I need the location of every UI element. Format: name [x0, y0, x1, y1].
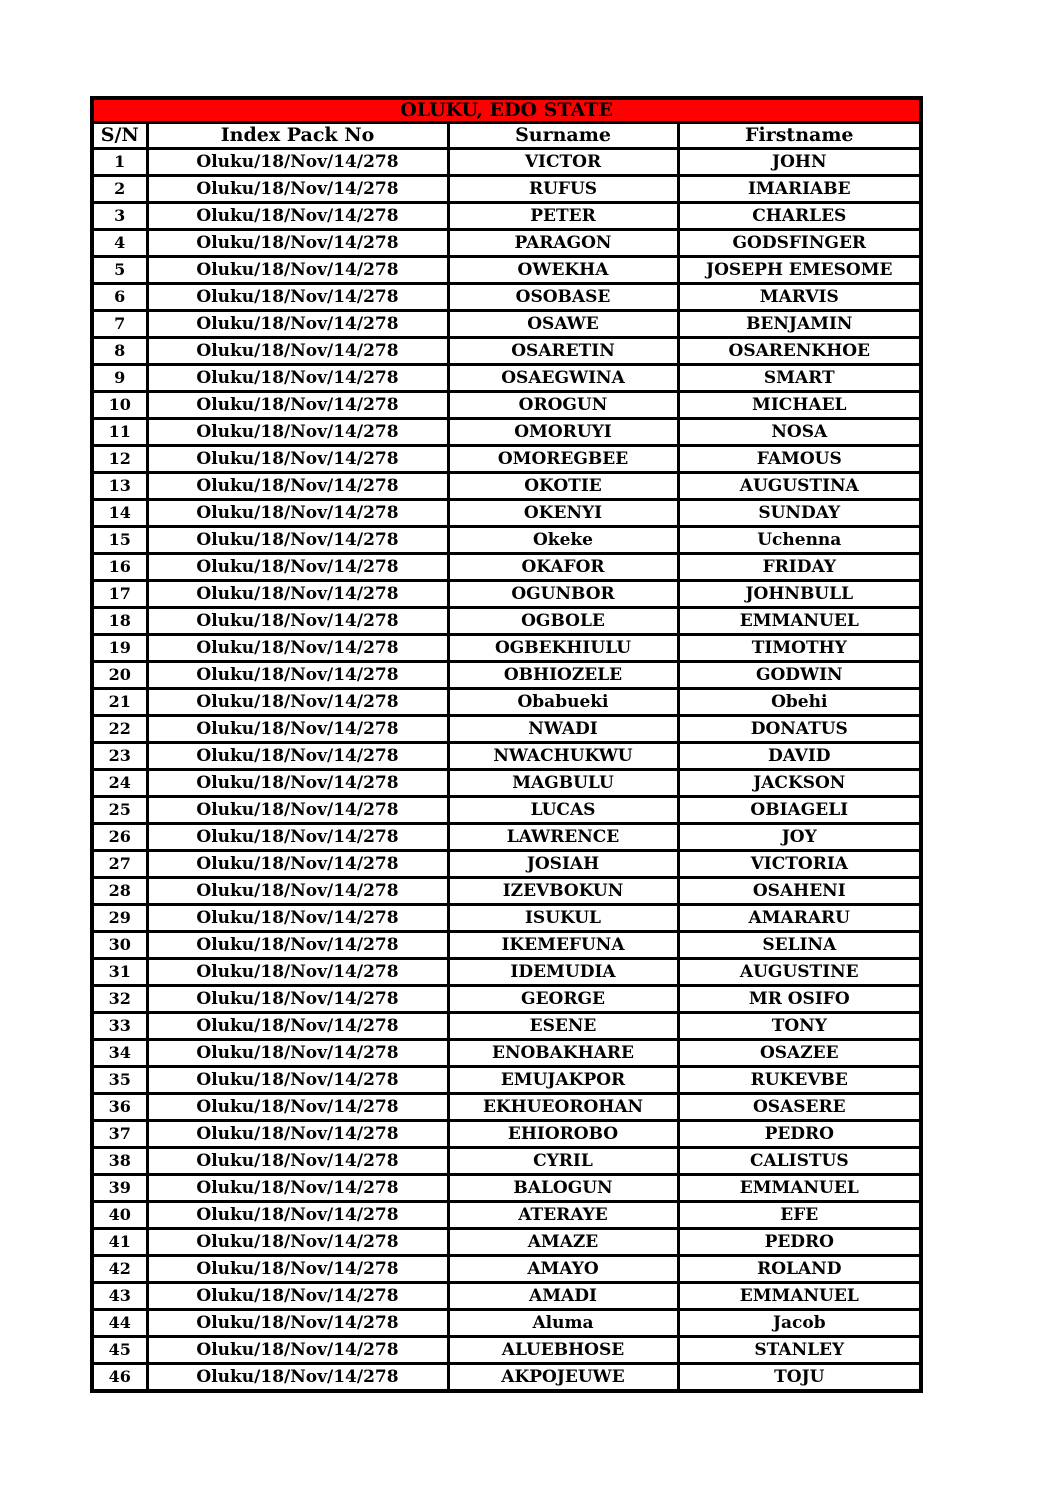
serial-cell: 13: [92, 473, 147, 500]
firstname-cell: Jacob: [678, 1310, 921, 1337]
index-pack-cell: Oluku/18/Nov/14/278: [147, 1283, 448, 1310]
table-row: [92, 1148, 921, 1175]
index-pack-cell: Oluku/18/Nov/14/278: [147, 1121, 448, 1148]
firstname-cell: OSASERE: [678, 1094, 921, 1121]
table-row: [92, 743, 921, 770]
serial-cell: 36: [92, 1094, 147, 1121]
index-pack-cell: Oluku/18/Nov/14/278: [147, 1202, 448, 1229]
surname-cell: JOSIAH: [448, 851, 678, 878]
firstname-cell: JOHN: [678, 149, 921, 176]
table-row: [92, 257, 921, 284]
firstname-cell: CHARLES: [678, 203, 921, 230]
serial-cell: 44: [92, 1310, 147, 1337]
index-pack-cell: Oluku/18/Nov/14/278: [147, 527, 448, 554]
serial-cell: 30: [92, 932, 147, 959]
surname-cell: PARAGON: [448, 230, 678, 257]
table-row: [92, 1229, 921, 1256]
index-pack-cell: Oluku/18/Nov/14/278: [147, 203, 448, 230]
serial-cell: 23: [92, 743, 147, 770]
index-pack-cell: Oluku/18/Nov/14/278: [147, 365, 448, 392]
serial-cell: 43: [92, 1283, 147, 1310]
firstname-cell: DONATUS: [678, 716, 921, 743]
table-title-row: [92, 98, 921, 123]
serial-cell: 32: [92, 986, 147, 1013]
firstname-cell: GODWIN: [678, 662, 921, 689]
surname-cell: AKPOJEUWE: [448, 1364, 678, 1392]
surname-cell: MAGBULU: [448, 770, 678, 797]
index-pack-cell: Oluku/18/Nov/14/278: [147, 689, 448, 716]
firstname-cell: MR OSIFO: [678, 986, 921, 1013]
surname-cell: OSOBASE: [448, 284, 678, 311]
column-header-surname: Surname: [448, 123, 678, 149]
index-pack-cell: Oluku/18/Nov/14/278: [147, 1040, 448, 1067]
serial-cell: 4: [92, 230, 147, 257]
firstname-cell: JOSEPH EMESOME: [678, 257, 921, 284]
serial-cell: 19: [92, 635, 147, 662]
index-pack-cell: Oluku/18/Nov/14/278: [147, 446, 448, 473]
roster-table: [90, 96, 923, 1393]
serial-cell: 39: [92, 1175, 147, 1202]
serial-cell: 42: [92, 1256, 147, 1283]
serial-cell: 16: [92, 554, 147, 581]
serial-cell: 35: [92, 1067, 147, 1094]
surname-cell: GEORGE: [448, 986, 678, 1013]
serial-cell: 22: [92, 716, 147, 743]
serial-cell: 29: [92, 905, 147, 932]
table-row: [92, 284, 921, 311]
surname-cell: ISUKUL: [448, 905, 678, 932]
index-pack-cell: Oluku/18/Nov/14/278: [147, 770, 448, 797]
index-pack-cell: Oluku/18/Nov/14/278: [147, 149, 448, 176]
serial-cell: 7: [92, 311, 147, 338]
index-pack-cell: Oluku/18/Nov/14/278: [147, 257, 448, 284]
firstname-cell: TOJU: [678, 1364, 921, 1392]
index-pack-cell: Oluku/18/Nov/14/278: [147, 743, 448, 770]
index-pack-cell: Oluku/18/Nov/14/278: [147, 662, 448, 689]
index-pack-cell: Oluku/18/Nov/14/278: [147, 959, 448, 986]
firstname-cell: IMARIABE: [678, 176, 921, 203]
serial-cell: 5: [92, 257, 147, 284]
serial-cell: 40: [92, 1202, 147, 1229]
table-row: [92, 338, 921, 365]
serial-cell: 34: [92, 1040, 147, 1067]
table-row: [92, 1364, 921, 1392]
table-row: [92, 824, 921, 851]
serial-cell: 9: [92, 365, 147, 392]
surname-cell: IKEMEFUNA: [448, 932, 678, 959]
table-header-row: [92, 123, 921, 149]
surname-cell: OSAEGWINA: [448, 365, 678, 392]
surname-cell: Okeke: [448, 527, 678, 554]
index-pack-cell: Oluku/18/Nov/14/278: [147, 1094, 448, 1121]
index-pack-cell: Oluku/18/Nov/14/278: [147, 311, 448, 338]
surname-cell: OGUNBOR: [448, 581, 678, 608]
index-pack-cell: Oluku/18/Nov/14/278: [147, 1148, 448, 1175]
index-pack-cell: Oluku/18/Nov/14/278: [147, 1067, 448, 1094]
index-pack-cell: Oluku/18/Nov/14/278: [147, 1337, 448, 1364]
table-row: [92, 770, 921, 797]
firstname-cell: PEDRO: [678, 1229, 921, 1256]
table-row: [92, 716, 921, 743]
firstname-cell: CALISTUS: [678, 1148, 921, 1175]
table-row: [92, 851, 921, 878]
firstname-cell: VICTORIA: [678, 851, 921, 878]
roster-sheet: [90, 96, 919, 1393]
surname-cell: OROGUN: [448, 392, 678, 419]
index-pack-cell: Oluku/18/Nov/14/278: [147, 986, 448, 1013]
index-pack-cell: Oluku/18/Nov/14/278: [147, 392, 448, 419]
surname-cell: AMAYO: [448, 1256, 678, 1283]
table-row: [92, 797, 921, 824]
surname-cell: ALUEBHOSE: [448, 1337, 678, 1364]
serial-cell: 18: [92, 608, 147, 635]
page-title: OLUKU, EDO STATE: [92, 98, 921, 123]
table-row: [92, 1310, 921, 1337]
firstname-cell: OSARENKHOE: [678, 338, 921, 365]
surname-cell: IZEVBOKUN: [448, 878, 678, 905]
serial-cell: 21: [92, 689, 147, 716]
firstname-cell: JOY: [678, 824, 921, 851]
firstname-cell: FRIDAY: [678, 554, 921, 581]
surname-cell: OGBOLE: [448, 608, 678, 635]
surname-cell: RUFUS: [448, 176, 678, 203]
firstname-cell: NOSA: [678, 419, 921, 446]
index-pack-cell: Oluku/18/Nov/14/278: [147, 176, 448, 203]
surname-cell: OKENYI: [448, 500, 678, 527]
serial-cell: 45: [92, 1337, 147, 1364]
firstname-cell: SUNDAY: [678, 500, 921, 527]
serial-cell: 11: [92, 419, 147, 446]
table-row: [92, 1121, 921, 1148]
serial-cell: 46: [92, 1364, 147, 1392]
table-row: [92, 176, 921, 203]
surname-cell: LUCAS: [448, 797, 678, 824]
firstname-cell: BENJAMIN: [678, 311, 921, 338]
surname-cell: OGBEKHIULU: [448, 635, 678, 662]
serial-cell: 27: [92, 851, 147, 878]
index-pack-cell: Oluku/18/Nov/14/278: [147, 419, 448, 446]
firstname-cell: EMMANUEL: [678, 1175, 921, 1202]
serial-cell: 31: [92, 959, 147, 986]
table-row: [92, 1067, 921, 1094]
serial-cell: 10: [92, 392, 147, 419]
firstname-cell: TIMOTHY: [678, 635, 921, 662]
index-pack-cell: Oluku/18/Nov/14/278: [147, 824, 448, 851]
index-pack-cell: Oluku/18/Nov/14/278: [147, 230, 448, 257]
table-row: [92, 1202, 921, 1229]
index-pack-cell: Oluku/18/Nov/14/278: [147, 635, 448, 662]
column-header-sn: S/N: [92, 123, 147, 149]
index-pack-cell: Oluku/18/Nov/14/278: [147, 500, 448, 527]
index-pack-cell: Oluku/18/Nov/14/278: [147, 932, 448, 959]
index-pack-cell: Oluku/18/Nov/14/278: [147, 1256, 448, 1283]
firstname-cell: JOHNBULL: [678, 581, 921, 608]
firstname-cell: MARVIS: [678, 284, 921, 311]
table-row: [92, 1337, 921, 1364]
surname-cell: OWEKHA: [448, 257, 678, 284]
surname-cell: OKAFOR: [448, 554, 678, 581]
table-body: [92, 149, 921, 1392]
serial-cell: 1: [92, 149, 147, 176]
serial-cell: 25: [92, 797, 147, 824]
firstname-cell: STANLEY: [678, 1337, 921, 1364]
surname-cell: OSAWE: [448, 311, 678, 338]
surname-cell: Aluma: [448, 1310, 678, 1337]
firstname-cell: EMMANUEL: [678, 608, 921, 635]
serial-cell: 26: [92, 824, 147, 851]
firstname-cell: AUGUSTINA: [678, 473, 921, 500]
table-row: [92, 1175, 921, 1202]
serial-cell: 3: [92, 203, 147, 230]
serial-cell: 15: [92, 527, 147, 554]
serial-cell: 38: [92, 1148, 147, 1175]
index-pack-cell: Oluku/18/Nov/14/278: [147, 284, 448, 311]
surname-cell: ATERAYE: [448, 1202, 678, 1229]
surname-cell: AMAZE: [448, 1229, 678, 1256]
serial-cell: 17: [92, 581, 147, 608]
index-pack-cell: Oluku/18/Nov/14/278: [147, 797, 448, 824]
surname-cell: ENOBAKHARE: [448, 1040, 678, 1067]
table-row: [92, 230, 921, 257]
table-row: [92, 635, 921, 662]
serial-cell: 20: [92, 662, 147, 689]
surname-cell: CYRIL: [448, 1148, 678, 1175]
surname-cell: LAWRENCE: [448, 824, 678, 851]
index-pack-cell: Oluku/18/Nov/14/278: [147, 1175, 448, 1202]
firstname-cell: GODSFINGER: [678, 230, 921, 257]
table-row: [92, 1040, 921, 1067]
firstname-cell: MICHAEL: [678, 392, 921, 419]
table-row: [92, 959, 921, 986]
table-row: [92, 905, 921, 932]
table-row: [92, 1094, 921, 1121]
table-row: [92, 986, 921, 1013]
surname-cell: VICTOR: [448, 149, 678, 176]
index-pack-cell: Oluku/18/Nov/14/278: [147, 851, 448, 878]
column-header-index-pack: Index Pack No: [147, 123, 448, 149]
surname-cell: OSARETIN: [448, 338, 678, 365]
surname-cell: Obabueki: [448, 689, 678, 716]
surname-cell: OBHIOZELE: [448, 662, 678, 689]
serial-cell: 28: [92, 878, 147, 905]
surname-cell: OMOREGBEE: [448, 446, 678, 473]
table-row: [92, 932, 921, 959]
table-row: [92, 203, 921, 230]
table-row: [92, 662, 921, 689]
serial-cell: 2: [92, 176, 147, 203]
index-pack-cell: Oluku/18/Nov/14/278: [147, 581, 448, 608]
firstname-cell: FAMOUS: [678, 446, 921, 473]
table-row: [92, 554, 921, 581]
table-row: [92, 419, 921, 446]
serial-cell: 41: [92, 1229, 147, 1256]
surname-cell: OMORUYI: [448, 419, 678, 446]
index-pack-cell: Oluku/18/Nov/14/278: [147, 905, 448, 932]
firstname-cell: AMARARU: [678, 905, 921, 932]
firstname-cell: EMMANUEL: [678, 1283, 921, 1310]
firstname-cell: Uchenna: [678, 527, 921, 554]
surname-cell: EMUJAKPOR: [448, 1067, 678, 1094]
surname-cell: OKOTIE: [448, 473, 678, 500]
surname-cell: BALOGUN: [448, 1175, 678, 1202]
table-row: [92, 1256, 921, 1283]
table-row: [92, 500, 921, 527]
surname-cell: NWACHUKWU: [448, 743, 678, 770]
serial-cell: 8: [92, 338, 147, 365]
serial-cell: 37: [92, 1121, 147, 1148]
surname-cell: PETER: [448, 203, 678, 230]
serial-cell: 33: [92, 1013, 147, 1040]
firstname-cell: RUKEVBE: [678, 1067, 921, 1094]
table-row: [92, 365, 921, 392]
table-row: [92, 392, 921, 419]
table-row: [92, 446, 921, 473]
surname-cell: ESENE: [448, 1013, 678, 1040]
index-pack-cell: Oluku/18/Nov/14/278: [147, 1229, 448, 1256]
column-header-firstname: Firstname: [678, 123, 921, 149]
firstname-cell: AUGUSTINE: [678, 959, 921, 986]
firstname-cell: SMART: [678, 365, 921, 392]
firstname-cell: ROLAND: [678, 1256, 921, 1283]
serial-cell: 24: [92, 770, 147, 797]
firstname-cell: Obehi: [678, 689, 921, 716]
table-row: [92, 473, 921, 500]
index-pack-cell: Oluku/18/Nov/14/278: [147, 338, 448, 365]
surname-cell: IDEMUDIA: [448, 959, 678, 986]
serial-cell: 6: [92, 284, 147, 311]
table-row: [92, 581, 921, 608]
index-pack-cell: Oluku/18/Nov/14/278: [147, 473, 448, 500]
index-pack-cell: Oluku/18/Nov/14/278: [147, 1013, 448, 1040]
index-pack-cell: Oluku/18/Nov/14/278: [147, 554, 448, 581]
index-pack-cell: Oluku/18/Nov/14/278: [147, 716, 448, 743]
firstname-cell: OSAZEE: [678, 1040, 921, 1067]
table-row: [92, 311, 921, 338]
firstname-cell: SELINA: [678, 932, 921, 959]
firstname-cell: JACKSON: [678, 770, 921, 797]
serial-cell: 14: [92, 500, 147, 527]
table-row: [92, 608, 921, 635]
table-row: [92, 149, 921, 176]
table-row: [92, 1013, 921, 1040]
surname-cell: EHIOROBO: [448, 1121, 678, 1148]
table-row: [92, 878, 921, 905]
firstname-cell: EFE: [678, 1202, 921, 1229]
table-row: [92, 689, 921, 716]
surname-cell: NWADI: [448, 716, 678, 743]
firstname-cell: DAVID: [678, 743, 921, 770]
firstname-cell: TONY: [678, 1013, 921, 1040]
firstname-cell: PEDRO: [678, 1121, 921, 1148]
firstname-cell: OBIAGELI: [678, 797, 921, 824]
table-row: [92, 1283, 921, 1310]
index-pack-cell: Oluku/18/Nov/14/278: [147, 1310, 448, 1337]
index-pack-cell: Oluku/18/Nov/14/278: [147, 608, 448, 635]
surname-cell: AMADI: [448, 1283, 678, 1310]
index-pack-cell: Oluku/18/Nov/14/278: [147, 878, 448, 905]
surname-cell: EKHUEOROHAN: [448, 1094, 678, 1121]
table-row: [92, 527, 921, 554]
serial-cell: 12: [92, 446, 147, 473]
index-pack-cell: Oluku/18/Nov/14/278: [147, 1364, 448, 1392]
firstname-cell: OSAHENI: [678, 878, 921, 905]
